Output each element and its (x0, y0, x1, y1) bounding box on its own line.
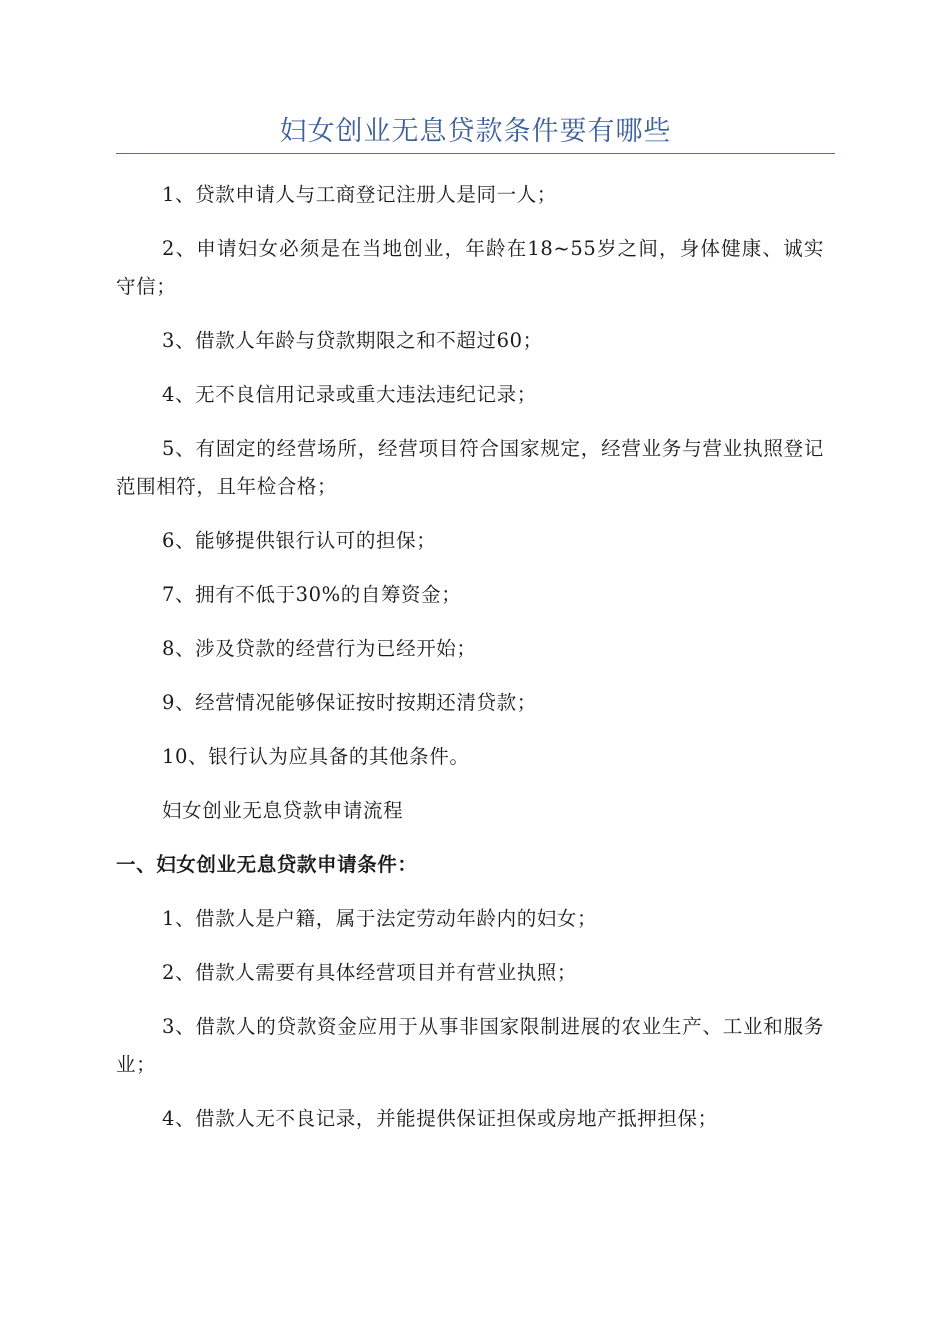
document-title: 妇女创业无息贷款条件要有哪些 (279, 116, 672, 147)
paragraph-requirement-2: 2、借款人需要有具体经营项目并有营业执照； (162, 961, 578, 984)
paragraph-condition-4: 4、无不良信用记录或重大违法违纪记录； (162, 383, 537, 406)
section-heading: 一、妇女创业无息贷款申请条件： (116, 853, 418, 876)
paragraph-condition-1: 1、贷款申请人与工商登记注册人是同一人； (162, 183, 557, 206)
paragraph-requirement-1: 1、借款人是户籍，属于法定劳动年龄内的妇女； (162, 907, 598, 930)
paragraph-condition-9: 9、经营情况能够保证按时按期还清贷款； (162, 691, 537, 714)
paragraph-condition-6: 6、能够提供银行认可的担保； (162, 529, 437, 552)
paragraph-condition-3: 3、借款人年龄与贷款期限之和不超过60； (162, 329, 543, 352)
paragraph-requirement-3: 3、借款人的贷款资金应用于从事非国家限制进展的农业生产、工业和服务业； (116, 1015, 824, 1076)
paragraph-condition-10: 10、银行认为应具备的其他条件。 (162, 745, 470, 768)
title-underline (116, 153, 835, 154)
paragraph-process-title: 妇女创业无息贷款申请流程 (162, 799, 404, 822)
paragraph-condition-2: 2、申请妇女必须是在当地创业，年龄在18~55岁之间，身体健康、诚实守信； (116, 237, 824, 298)
paragraph-condition-8: 8、涉及贷款的经营行为已经开始； (162, 637, 477, 660)
document-body (116, 176, 824, 1154)
paragraph-condition-7: 7、拥有不低于30%的自筹资金； (162, 583, 462, 606)
paragraph-requirement-4: 4、借款人无不良记录，并能提供保证担保或房地产抵押担保； (162, 1107, 718, 1130)
paragraph-condition-5: 5、有固定的经营场所，经营项目符合国家规定，经营业务与营业执照登记范围相符，且年检合格； (116, 437, 824, 498)
